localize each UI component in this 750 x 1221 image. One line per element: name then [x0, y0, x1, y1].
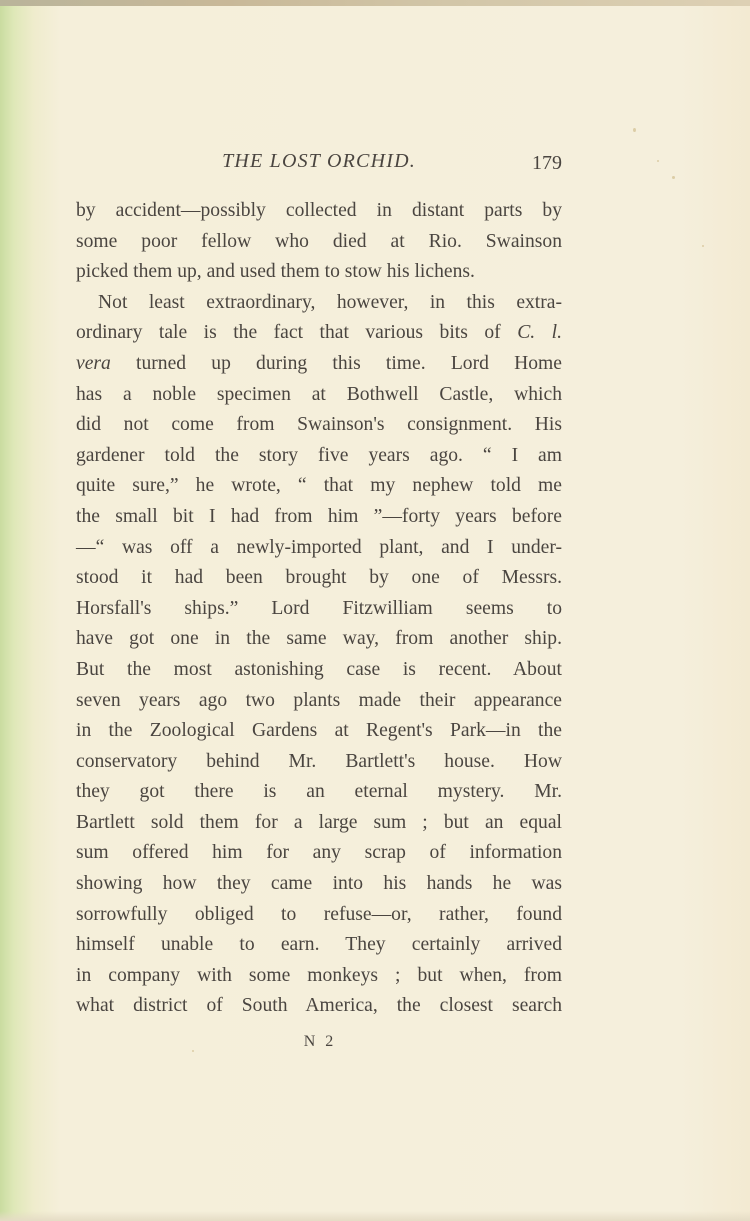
paper-speck: [657, 160, 659, 162]
page-header: [76, 150, 562, 178]
text-line: conservatory behind Mr. Bartlett's house. How: [76, 750, 562, 772]
body-text: [76, 196, 562, 1022]
text-line: the small bit I had from him ”—forty years before: [76, 505, 562, 527]
paper-speck: [702, 245, 704, 247]
text-line: seven years ago two plants made their appearance: [76, 689, 562, 711]
text-line: by accident—possibly collected in distant parts by: [76, 200, 562, 221]
paper-speck: [633, 128, 636, 132]
text-line: what district of South America, the closest search: [76, 995, 562, 1017]
text-line: quite sure,” he wrote, “ that my nephew told me: [76, 475, 562, 497]
running-head: THE LOST ORCHID.: [222, 150, 416, 172]
page-top-edge: [0, 0, 750, 6]
paper-speck: [672, 176, 675, 179]
text-line: vera turned up during this time. Lord Home: [76, 352, 562, 374]
text-line: ordinary tale is the fact that various bits of C. l.: [76, 322, 562, 344]
text-line: has a noble specimen at Bothwell Castle, which: [76, 383, 562, 405]
paragraph-start: Not least extraordinary, however, in this extra-: [98, 291, 562, 313]
text-line: some poor fellow who died at Rio. Swainson: [76, 230, 562, 252]
text-line: Bartlett sold them for a large sum ; but an equal: [76, 811, 562, 833]
text-line: showing how they came into his hands he was: [76, 873, 562, 895]
text-line: himself unable to earn. They certainly arrived: [76, 934, 562, 956]
text-line: in the Zoological Gardens at Regent's Park—in the: [76, 720, 562, 742]
text-line: stood it had been brought by one of Messrs.: [76, 567, 562, 589]
page-bottom-edge: [0, 1211, 750, 1221]
page-number: 179: [532, 152, 562, 174]
text-line: Horsfall's ships.” Lord Fitzwilliam seems to: [76, 597, 562, 619]
text-line: But the most astonishing case is recent. About: [76, 658, 562, 680]
text-line: did not come from Swainson's consignment. His: [76, 414, 562, 436]
text-line: [76, 288, 562, 319]
text-line: in company with some monkeys ; but when, from: [76, 964, 562, 986]
text-line: picked them up, and used them to stow his lichens.: [76, 261, 475, 283]
signature-mark: N 2: [303, 1033, 337, 1050]
species-abbrev: C. l.: [517, 322, 562, 344]
text-line: have got one in the same way, from another ship.: [76, 628, 562, 650]
text-line: —“ was off a newly-imported plant, and I under-: [76, 536, 562, 558]
text-line: gardener told the story five years ago. “ I am: [76, 444, 562, 466]
text-line: sorrowfully obliged to refuse—or, rather, found: [76, 903, 562, 925]
species-name: vera: [76, 352, 111, 374]
text-line: they got there is an eternal mystery. Mr.: [76, 781, 562, 803]
text-line: sum offered him for any scrap of information: [76, 842, 562, 864]
